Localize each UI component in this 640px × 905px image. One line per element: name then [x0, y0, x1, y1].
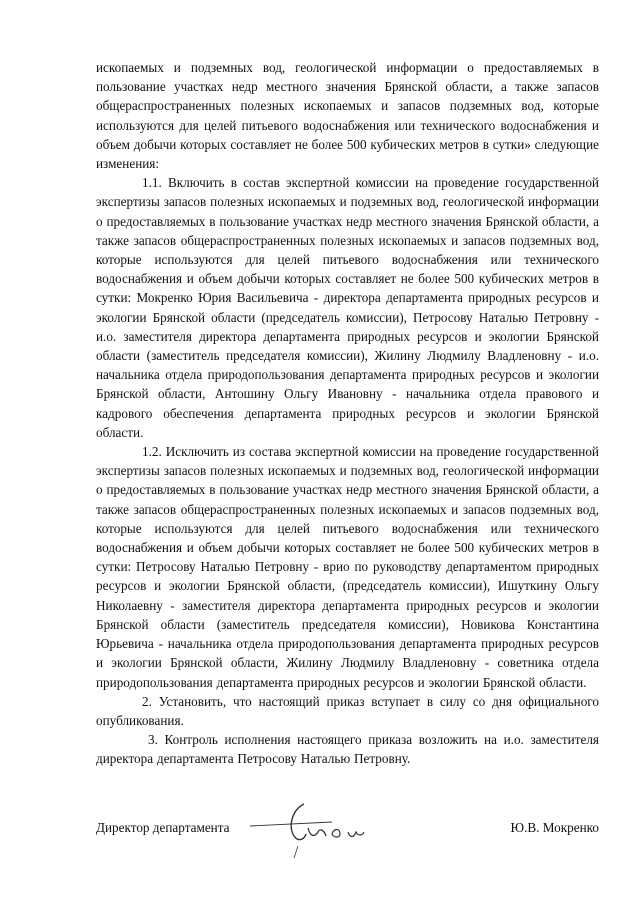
- paragraph-intro: ископаемых и подземных вод, геологической информации о предоставляемых в пользование участках недр местного значения Брянской области, а также запасов общераспространенных полезных ископаемых и запасов подземных вод, которые используются для целей питьевого водоснабжения или технического водоснабжения и объем добычи которых составляет не более 500 кубических метров в сутки» следующие изменения:: [96, 60, 599, 172]
- signatory-role: Директор департамента: [96, 820, 230, 835]
- paragraph-1-2: 1.2. Исключить из состава экспертной комиссии на проведение государственной экспертизы запасов полезных ископаемых и подземных вод, геологической информации о предоставляемых в пользование участках недр местного значения Брянской области, а также запасов общераспространенных полезных ископаемых и запасов подземных вод, которые используются для целей питьевого водоснабжения или технического водоснабжения и объем добычи которых составляет не более 500 кубических метров в сутки: Петросову Наталью Петровну - врио по руководству департаментом природных ресурсов и экологии Брянской области, (председатель комиссии), Ишуткину Ольгу Николаевну - заместителя директора департамента природных ресурсов и экологии Брянской области (заместитель председателя комиссии), Новикова Константина Юрьевича - начальника отдела природопользования департамента природных ресурсов и экологии Брянской области, Жилину Людмилу Владленовну - советника отдела природопользования департамента природных ресурсов и экологии Брянской области.: [96, 444, 599, 690]
- document-body: [96, 58, 599, 769]
- signature-block: [96, 818, 599, 848]
- signatory-name: Ю.В. Мокренко: [510, 820, 599, 835]
- paragraph-2: 2. Установить, что настоящий приказ вступает в силу со дня официального опубликования.: [96, 693, 599, 728]
- paragraph-1-1: 1.1. Включить в состав экспертной комиссии на проведение государственной экспертизы запасов полезных ископаемых и подземных вод, геологической информации о предоставляемых в пользование участках недр местного значения Брянской области, а также запасов общераспространенных полезных ископаемых и запасов подземных вод, которые используются для целей питьевого водоснабжения или технического водоснабжения и объем добычи которых составляет не более 500 кубических метров в сутки: Мокренко Юрия Васильевича - директора департамента природных ресурсов и экологии Брянской области (председатель комиссии), Петросову Наталью Петровну - и.о. заместителя директора департамента природных ресурсов и экологии Брянской области (заместитель председателя комиссии), Жилину Людмилу Владленовну - и.о. начальника отдела природопользования департамента природных ресурсов и экологии Брянской области, Антошину Ольгу Ивановну - начальника отдела правового и кадрового обеспечения департамента природных ресурсов и экологии Брянской области.: [96, 175, 599, 440]
- handwritten-signature-icon: [248, 796, 388, 862]
- paragraph-3: 3. Контроль исполнения настоящего приказа возложить на и.о. заместителя директора департамента Петросову Наталью Петровну.: [96, 732, 599, 767]
